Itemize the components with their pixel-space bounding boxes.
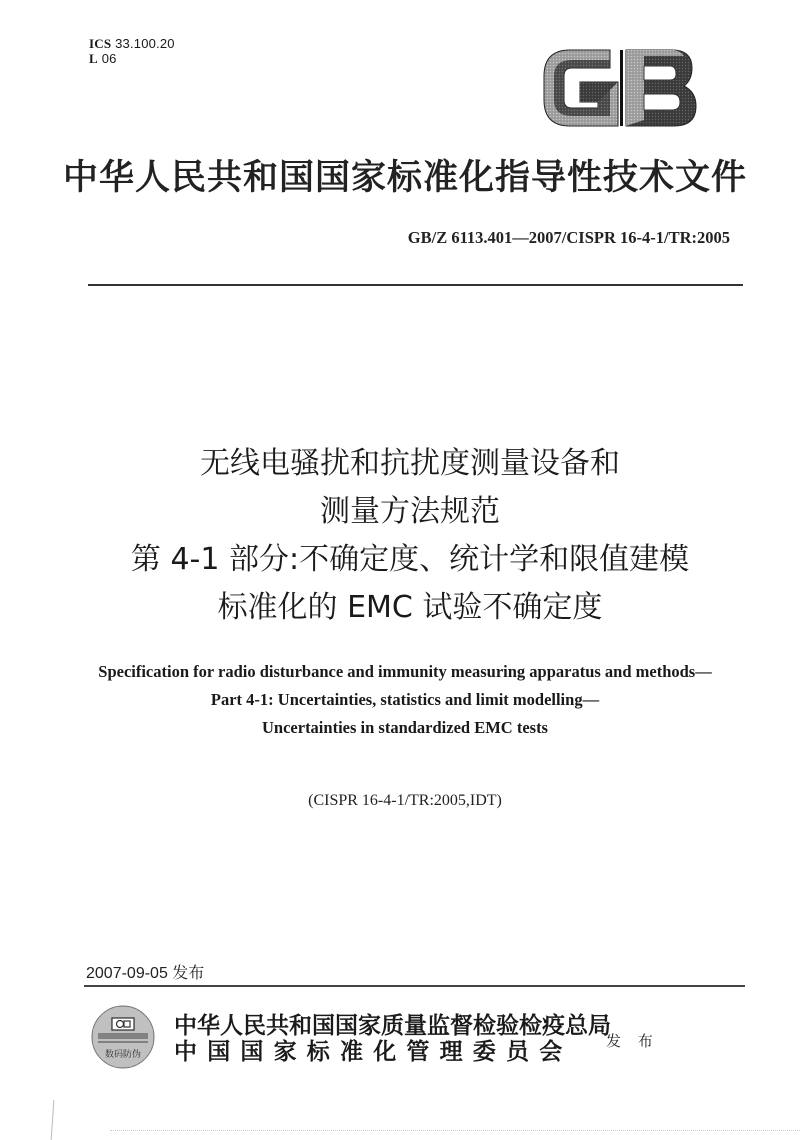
issue-label: 发布	[172, 965, 205, 982]
ccs-code: 06	[101, 51, 117, 66]
top-divider	[88, 284, 743, 286]
organization-title: 中华人民共和国国家标准化指导性技术文件	[62, 157, 747, 198]
ics-code-line	[89, 36, 175, 51]
bottom-divider	[84, 985, 745, 987]
standard-number: GB/Z 6113.401—2007/CISPR 16-4-1/TR:2005	[407, 228, 730, 247]
chinese-title-line-1: 无线电骚扰和抗扰度测量设备和	[200, 446, 620, 481]
seal-text: 数码防伪	[104, 1050, 142, 1060]
english-title-line-2: Part 4-1: Uncertainties, statistics and limit modelling—	[210, 690, 600, 709]
issuer-aqsiq: 中华人民共和国国家质量监督检验检疫总局	[174, 1012, 611, 1039]
issue-date: 2007-09-05	[86, 965, 168, 982]
scan-artifact-bottom	[110, 1130, 800, 1132]
english-title-line-3: Uncertainties in standardized EMC tests	[262, 718, 548, 737]
chinese-title-line-4: 标准化的 EMC 试验不确定度	[217, 590, 603, 625]
ics-label: ICS	[89, 36, 112, 51]
english-title-line-1: Specification for radio disturbance and immunity measuring apparatus and methods—	[98, 662, 712, 681]
gb-logo-icon	[540, 46, 700, 130]
ccs-label: L	[89, 51, 98, 66]
issuing-organizations	[174, 1013, 611, 1065]
english-title	[40, 658, 770, 742]
issuer-sac: 中国国家标准化管理委员会	[174, 1038, 573, 1065]
anti-counterfeit-seal-icon	[90, 1004, 156, 1070]
classification-codes	[89, 36, 175, 66]
chinese-title-line-3: 第 4-1 部分:不确定度、统计学和限值建模	[130, 542, 690, 577]
issue-date-line	[86, 960, 204, 983]
chinese-title-line-2: 测量方法规范	[320, 494, 500, 529]
scan-artifact	[51, 1100, 55, 1140]
publish-label: 发 布	[606, 1032, 659, 1050]
chinese-title	[60, 440, 760, 632]
ics-code: 33.100.20	[115, 36, 175, 51]
ccs-code-line	[89, 51, 175, 66]
equivalence-note: (CISPR 16-4-1/TR:2005,IDT)	[308, 792, 502, 809]
